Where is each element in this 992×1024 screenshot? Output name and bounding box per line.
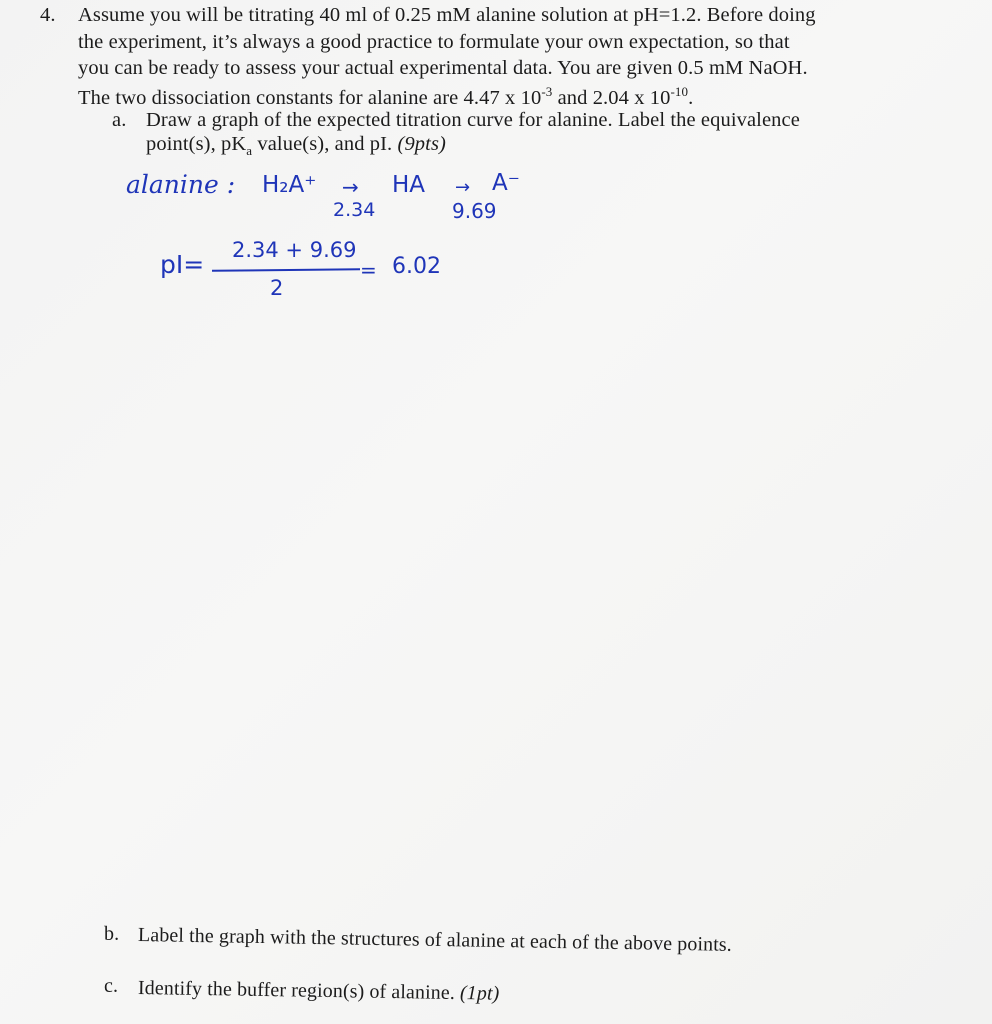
handwritten-pka2: 9.69	[452, 199, 497, 223]
handwritten-alanine-label: alanine :	[126, 170, 236, 199]
question-text-line-3: you can be ready to assess your actual experimental data. You are given 0.5 mM NaOH.	[78, 57, 808, 79]
part-c-line	[138, 976, 500, 1006]
question-text-line-4	[78, 80, 693, 110]
part-a-line-2-end: value(s), and pI.	[252, 133, 398, 155]
part-a-line-2-start: point(s), pK	[146, 133, 247, 155]
exponent-2: -10	[670, 84, 689, 99]
handwritten-arrow-1: →	[342, 175, 359, 199]
pka-subscript: a	[246, 143, 253, 159]
dissociation-constants-text-2: and 2.04 x 10	[552, 86, 671, 109]
part-b-text: Label the graph with the structures of alanine at each of the above points.	[137, 924, 733, 956]
handwritten-species-a-minus: A⁻	[492, 170, 520, 196]
handwritten-species-ha: HA	[392, 172, 426, 198]
part-b-label: b.	[104, 923, 120, 945]
part-a-label: a.	[112, 109, 127, 131]
handwritten-pka1: 2.34	[333, 199, 376, 221]
handwritten-pi-label: pI=	[160, 250, 205, 279]
part-c-label: c.	[104, 975, 119, 997]
part-a-points: (9pts)	[397, 133, 446, 155]
dissociation-constants-text: The two dissociation constants for alanine are 4.47 x 10	[78, 86, 542, 109]
handwritten-pi-denominator: 2	[270, 276, 284, 300]
part-a-line-1: Draw a graph of the expected titration curve for alanine. Label the equivalence	[146, 109, 800, 131]
part-c-text: Identify the buffer region(s) of alanine.	[137, 977, 461, 1005]
question-text-line-2: the experiment, it’s always a good practice to formulate your own expectation, so that	[78, 31, 790, 53]
handwritten-fraction-bar	[212, 268, 360, 272]
part-c-points: (1pt)	[459, 982, 500, 1005]
question-text-line-1: Assume you will be titrating 40 ml of 0.25 mM alanine solution at pH=1.2. Before doing	[78, 4, 816, 26]
handwritten-pi-numerator: 2.34 + 9.69	[232, 238, 357, 262]
part-a-line-2	[146, 132, 446, 163]
sentence-period: .	[688, 86, 694, 109]
handwritten-arrow-2: →	[455, 177, 471, 198]
handwritten-pi-result: 6.02	[392, 254, 441, 279]
handwritten-pi-equals: =	[360, 258, 377, 282]
exponent-1: -3	[541, 84, 553, 99]
question-number: 4.	[40, 4, 56, 26]
handwritten-species-h2a-plus: H₂A⁺	[262, 172, 317, 198]
